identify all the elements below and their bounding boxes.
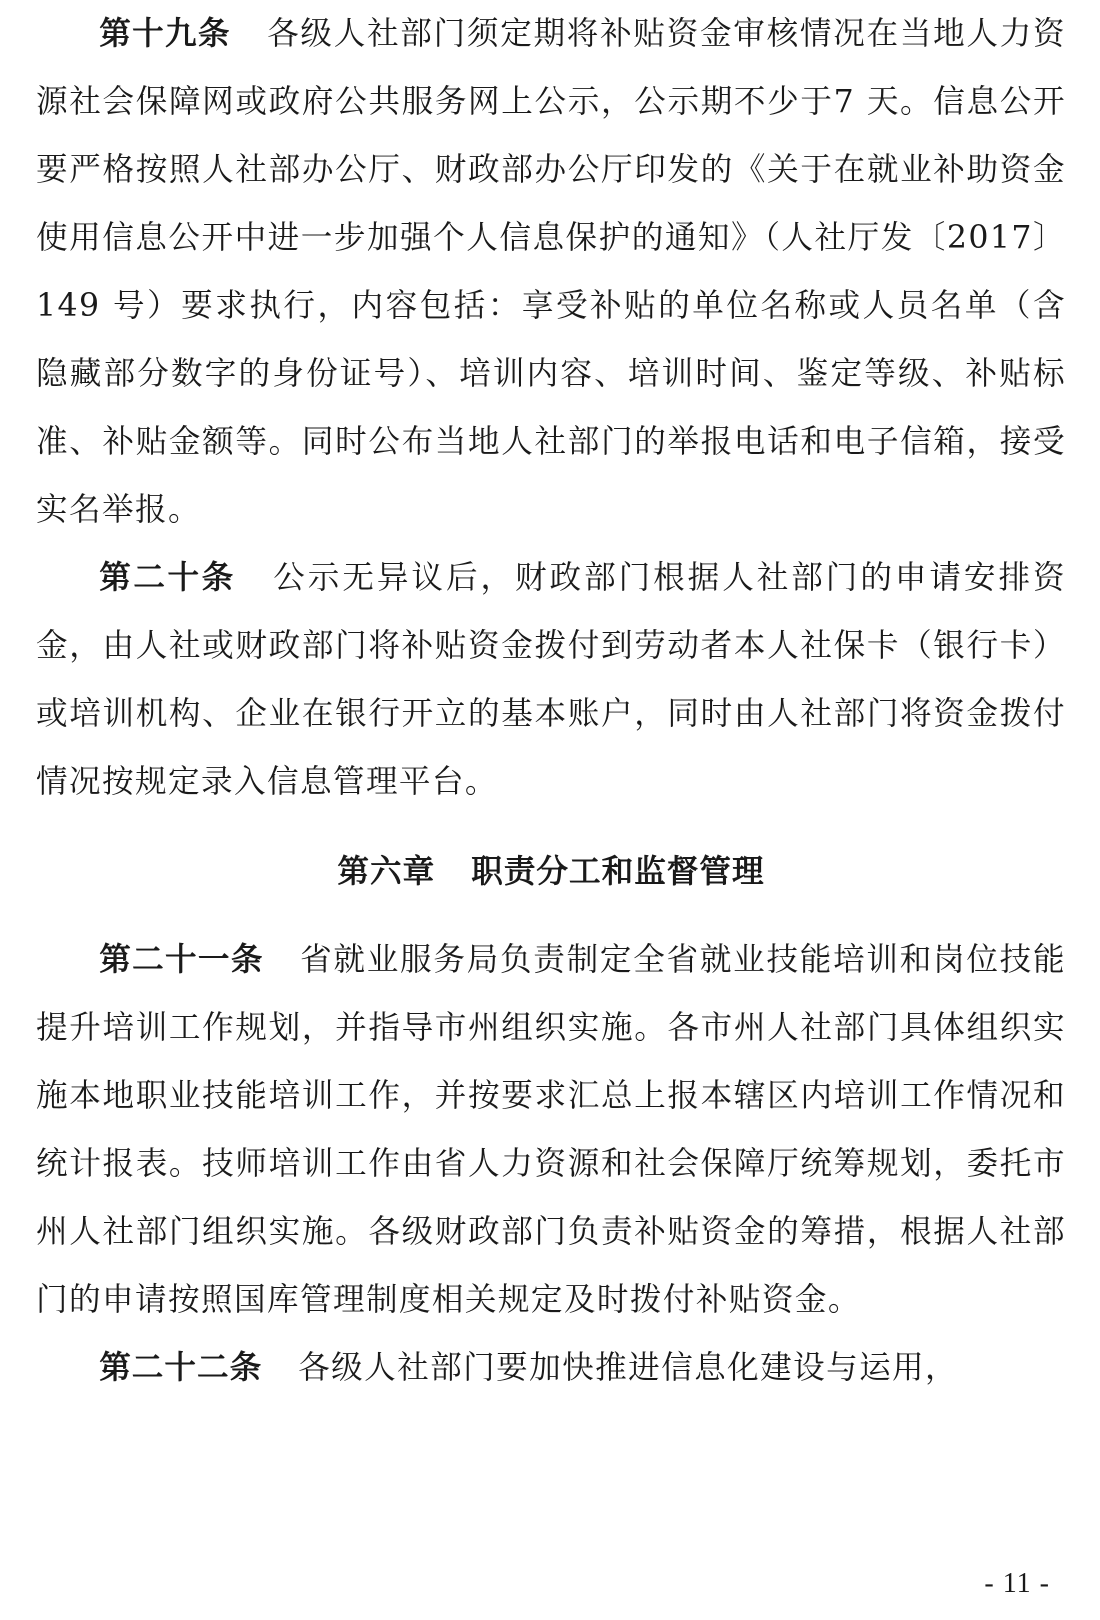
- page-content: [36, 0, 1066, 1402]
- chapter-number: 第六章: [337, 854, 436, 890]
- article-19-label: 第十九条: [99, 16, 231, 52]
- article-19-text: 各级人社部门须定期将补贴资金审核情况在当地人力资源社会保障网或政府公共服务网上公示，公示期不少于7 天。信息公开要严格按照人社部办公厅、财政部办公厅印发的《关于在就业补助资金使用信息公开中进一步加强个人信息保护的通知》（人社厅发〔2017〕149 号）要求执行，内容包括：享受补贴的单位名称或人员名单（含隐藏部分数字的身份证号）、培训内容、培训时间、鉴定等级、补贴标准、补贴金额等。同时公布当地人社部门的举报电话和电子信箱，接受实名举报。: [36, 16, 1066, 528]
- chapter-heading: [36, 838, 1066, 906]
- article-20-label: 第二十条: [99, 560, 236, 596]
- article-21-text: 省就业服务局负责制定全省就业技能培训和岗位技能提升培训工作规划，并指导市州组织实施。各市州人社部门具体组织实施本地职业技能培训工作，并按要求汇总上报本辖区内培训工作情况和统计报表。技师培训工作由省人力资源和社会保障厅统筹规划，委托市州人社部门组织实施。各级财政部门负责补贴资金的筹措，根据人社部门的申请按照国库管理制度相关规定及时拨付补贴资金。: [36, 942, 1066, 1318]
- chapter-title: 职责分工和监督管理: [471, 854, 765, 890]
- article-21-label: 第二十一条: [99, 942, 264, 978]
- article-22: [36, 1334, 1066, 1402]
- article-21: [36, 926, 1066, 1334]
- article-20: [36, 544, 1066, 816]
- article-19: [36, 0, 1066, 544]
- article-20-text: 公示无异议后，财政部门根据人社部门的申请安排资金，由人社或财政部门将补贴资金拨付到劳动者本人社保卡（银行卡）或培训机构、企业在银行开立的基本账户，同时由人社部门将资金拨付情况按规定录入信息管理平台。: [36, 560, 1066, 800]
- article-22-label: 第二十二条: [99, 1350, 263, 1386]
- article-22-text: 各级人社部门要加快推进信息化建设与运用，: [298, 1350, 959, 1386]
- page-number: - 11 -: [984, 1568, 1050, 1599]
